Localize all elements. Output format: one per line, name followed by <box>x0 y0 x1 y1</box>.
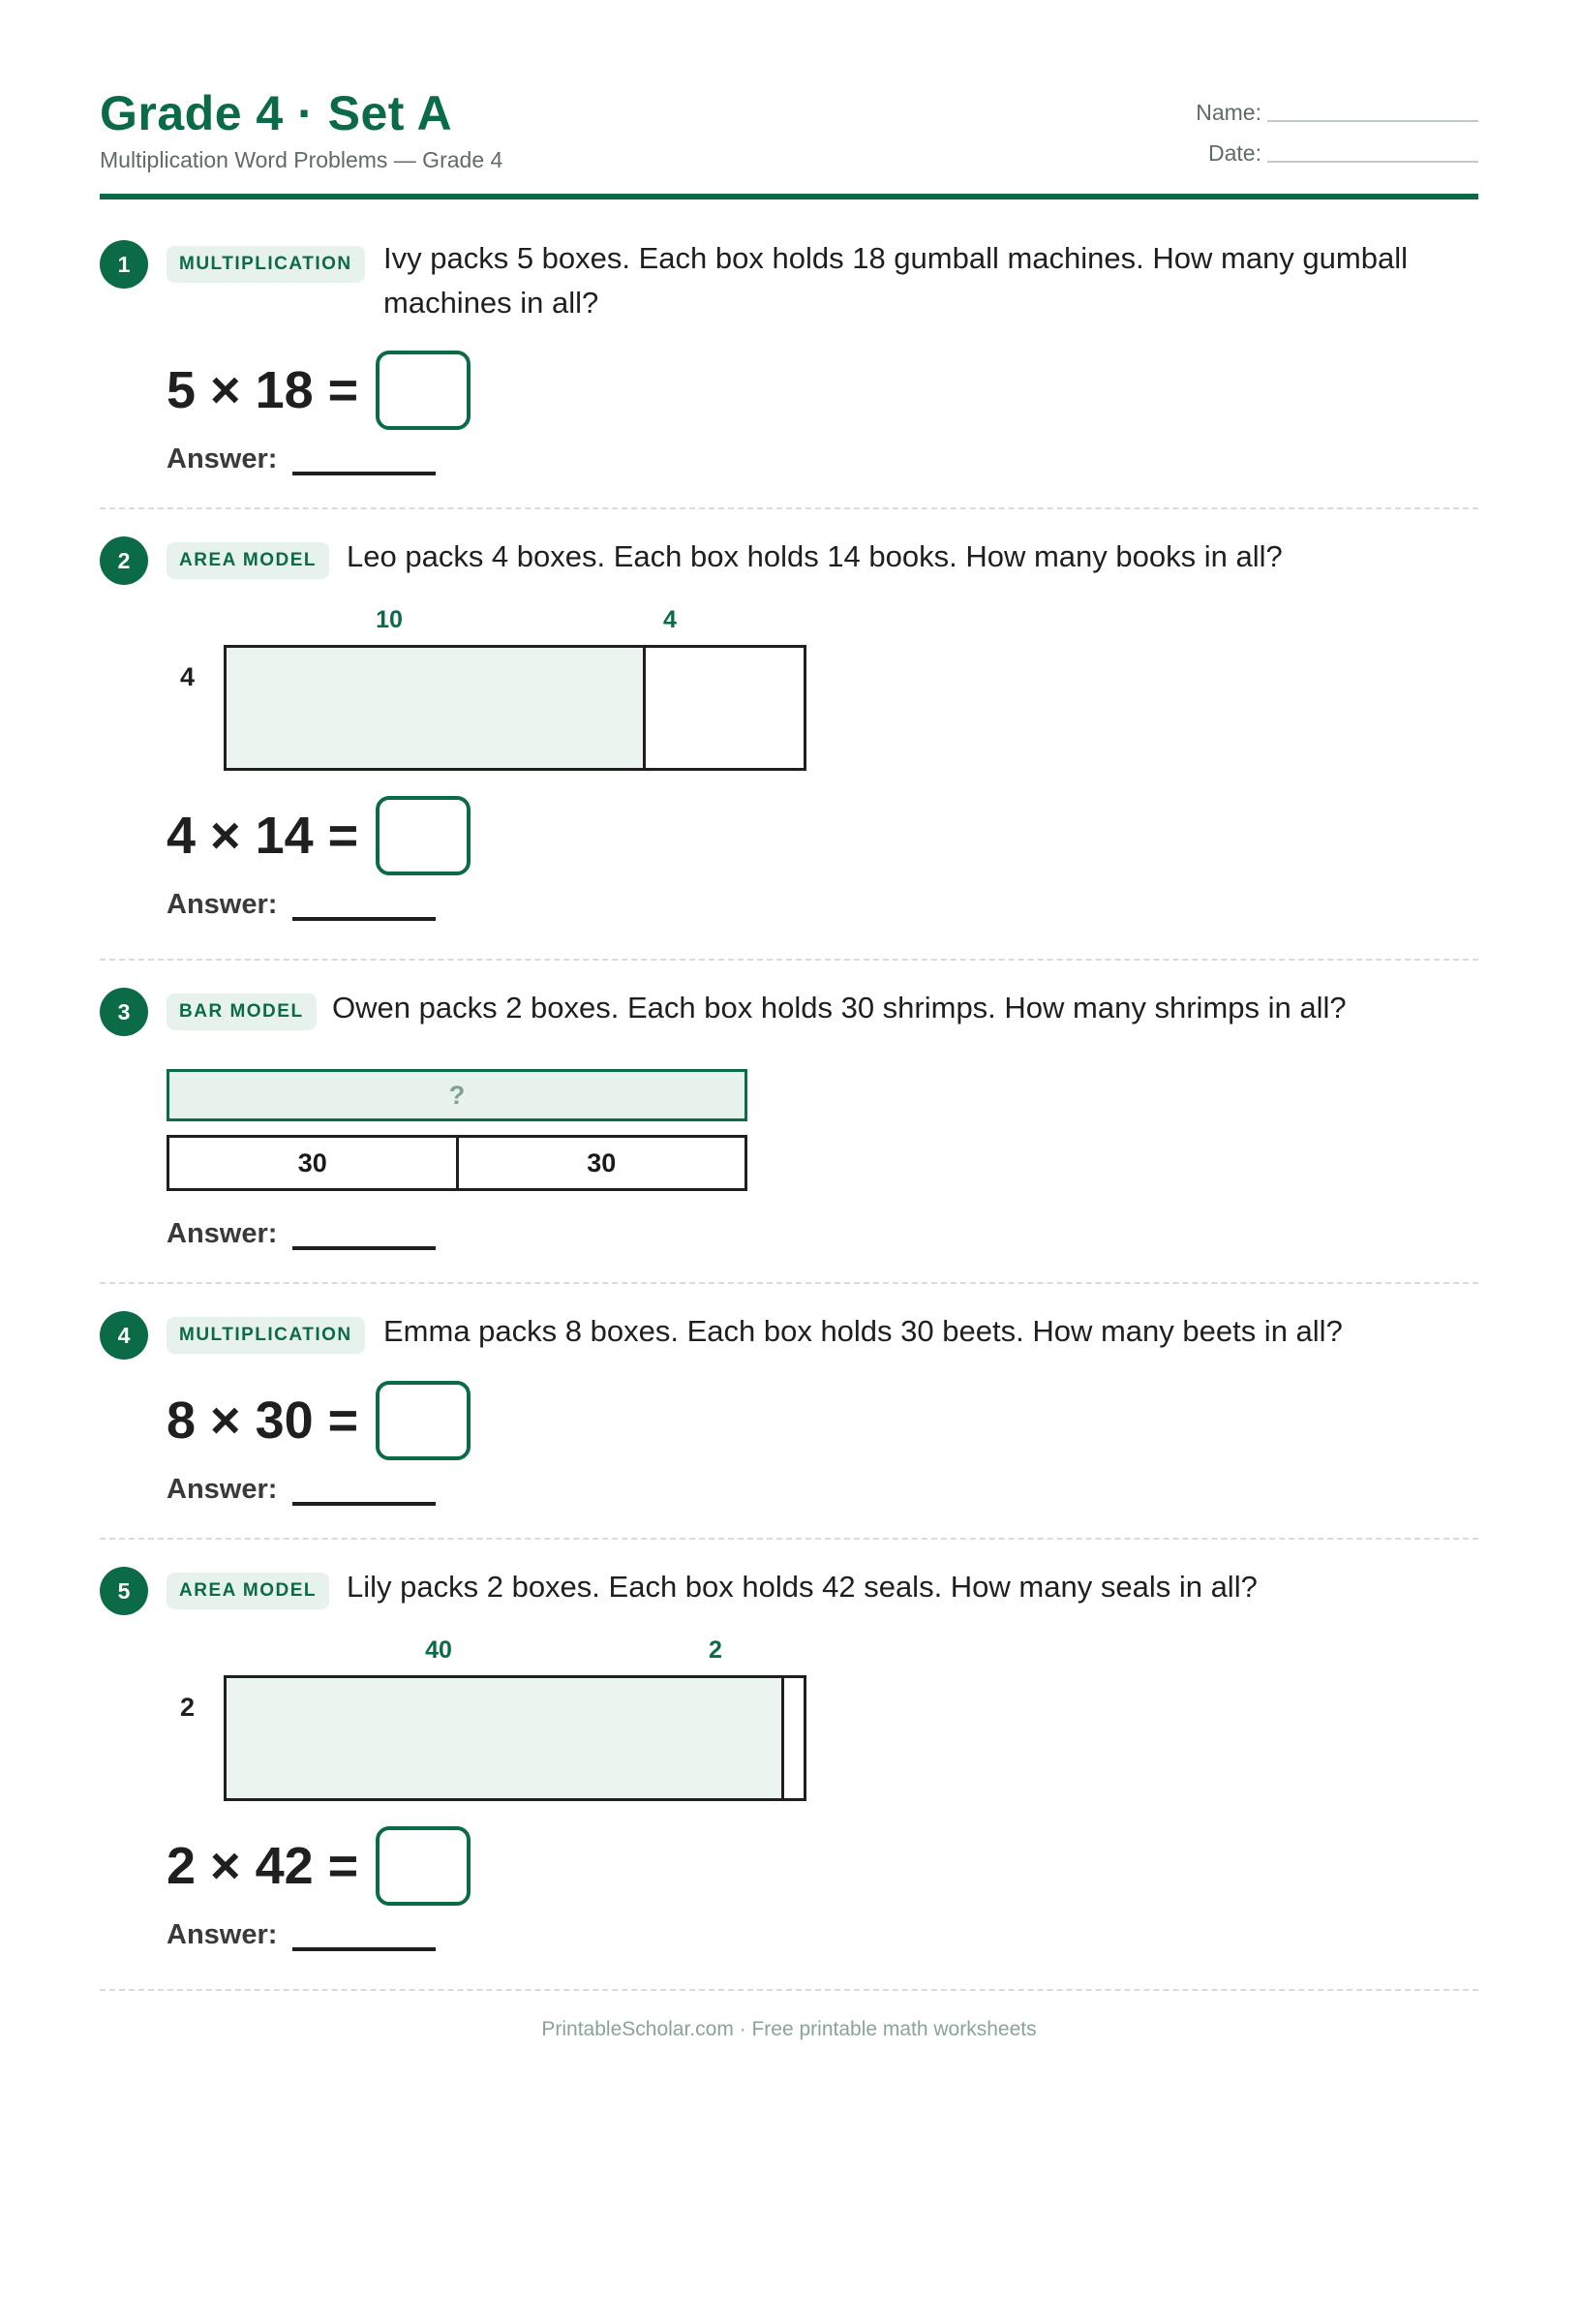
problem-2 <box>100 509 1478 961</box>
name-row <box>1188 97 1478 138</box>
page-footer: PrintableScholar.com · Free printable math worksheets <box>541 2018 1037 2040</box>
problem-type-tag: AREA MODEL <box>167 1573 329 1609</box>
answer-line[interactable] <box>292 1223 436 1250</box>
answer-row <box>167 1919 436 1951</box>
equation <box>167 1826 471 1906</box>
problem-number: 5 <box>100 1567 148 1615</box>
problem-number: 2 <box>100 536 148 585</box>
problem-question: Owen packs 2 boxes. Each box holds 30 shrimps. How many shrimps in all? <box>332 991 1347 1024</box>
area-col-label-2: 4 <box>663 606 677 633</box>
worksheet-page <box>100 0 1478 2040</box>
answer-line[interactable] <box>292 1924 436 1951</box>
answer-line[interactable] <box>292 894 436 921</box>
problem-4 <box>100 1284 1478 1540</box>
equation <box>167 796 471 875</box>
problem-type-tag: MULTIPLICATION <box>167 246 365 283</box>
problem-question: Leo packs 4 boxes. Each box holds 14 books. How many books in all? <box>347 539 1283 573</box>
equation-text: 8 × 30 = <box>167 1391 359 1450</box>
answer-row <box>167 443 436 475</box>
name-field[interactable] <box>1267 120 1478 122</box>
problem-question: Emma packs 8 boxes. Each box holds 30 beets. How many beets in all? <box>383 1314 1343 1348</box>
date-label: Date: <box>1208 140 1261 166</box>
area-row-label: 4 <box>180 662 196 691</box>
student-info <box>1188 97 1478 178</box>
problem-type-tag: BAR MODEL <box>167 994 317 1030</box>
area-rectangle <box>224 1675 806 1801</box>
name-label: Name: <box>1196 100 1261 125</box>
equation <box>167 351 471 430</box>
problem-3 <box>100 961 1478 1284</box>
date-row <box>1188 138 1478 178</box>
date-field[interactable] <box>1267 161 1478 163</box>
area-rectangle <box>224 645 806 771</box>
page-subtitle: Multiplication Word Problems — Grade 4 <box>100 147 503 172</box>
area-cell-2 <box>781 1678 804 1798</box>
area-col-label-2: 2 <box>709 1636 722 1664</box>
bar-model-total: ? <box>167 1069 747 1121</box>
worksheet-header <box>100 0 1478 199</box>
answer-label: Answer: <box>167 889 278 920</box>
area-cell-1 <box>227 1678 781 1798</box>
answer-box[interactable] <box>376 796 471 875</box>
problem-number: 4 <box>100 1311 148 1360</box>
area-col-label-1: 40 <box>425 1636 452 1664</box>
problem-question: Lily packs 2 boxes. Each box holds 42 seals. How many seals in all? <box>347 1570 1258 1604</box>
answer-label: Answer: <box>167 1474 278 1505</box>
answer-line[interactable] <box>292 448 436 475</box>
answer-box[interactable] <box>376 351 471 430</box>
equation-text: 4 × 14 = <box>167 807 359 865</box>
problem-number: 1 <box>100 240 148 289</box>
problem-type-tag: MULTIPLICATION <box>167 1317 365 1354</box>
equation <box>167 1381 471 1460</box>
answer-line[interactable] <box>292 1479 436 1506</box>
equation-text: 5 × 18 = <box>167 361 359 419</box>
answer-row <box>167 889 436 921</box>
problem-type-tag: AREA MODEL <box>167 542 329 579</box>
answer-row <box>167 1474 436 1506</box>
answer-label: Answer: <box>167 1919 278 1950</box>
page-title: Grade 4 · Set A <box>100 86 453 140</box>
problem-1 <box>100 199 1478 509</box>
area-col-label-1: 10 <box>376 606 403 633</box>
answer-label: Answer: <box>167 1218 278 1249</box>
area-row-label: 2 <box>180 1693 196 1722</box>
bar-part: 30 <box>456 1138 745 1188</box>
area-cell-1 <box>227 648 643 768</box>
problem-5 <box>100 1540 1478 1991</box>
answer-label: Answer: <box>167 443 278 474</box>
answer-box[interactable] <box>376 1381 471 1460</box>
answer-box[interactable] <box>376 1826 471 1906</box>
problem-question: Ivy packs 5 boxes. Each box holds 18 gumball machines. How many gumball machines in all? <box>383 241 1408 320</box>
answer-row <box>167 1218 436 1250</box>
problem-number: 3 <box>100 988 148 1036</box>
bar-model-parts <box>167 1135 747 1191</box>
equation-text: 2 × 42 = <box>167 1837 359 1895</box>
bar-part: 30 <box>297 1147 327 1177</box>
area-cell-2 <box>643 648 804 768</box>
